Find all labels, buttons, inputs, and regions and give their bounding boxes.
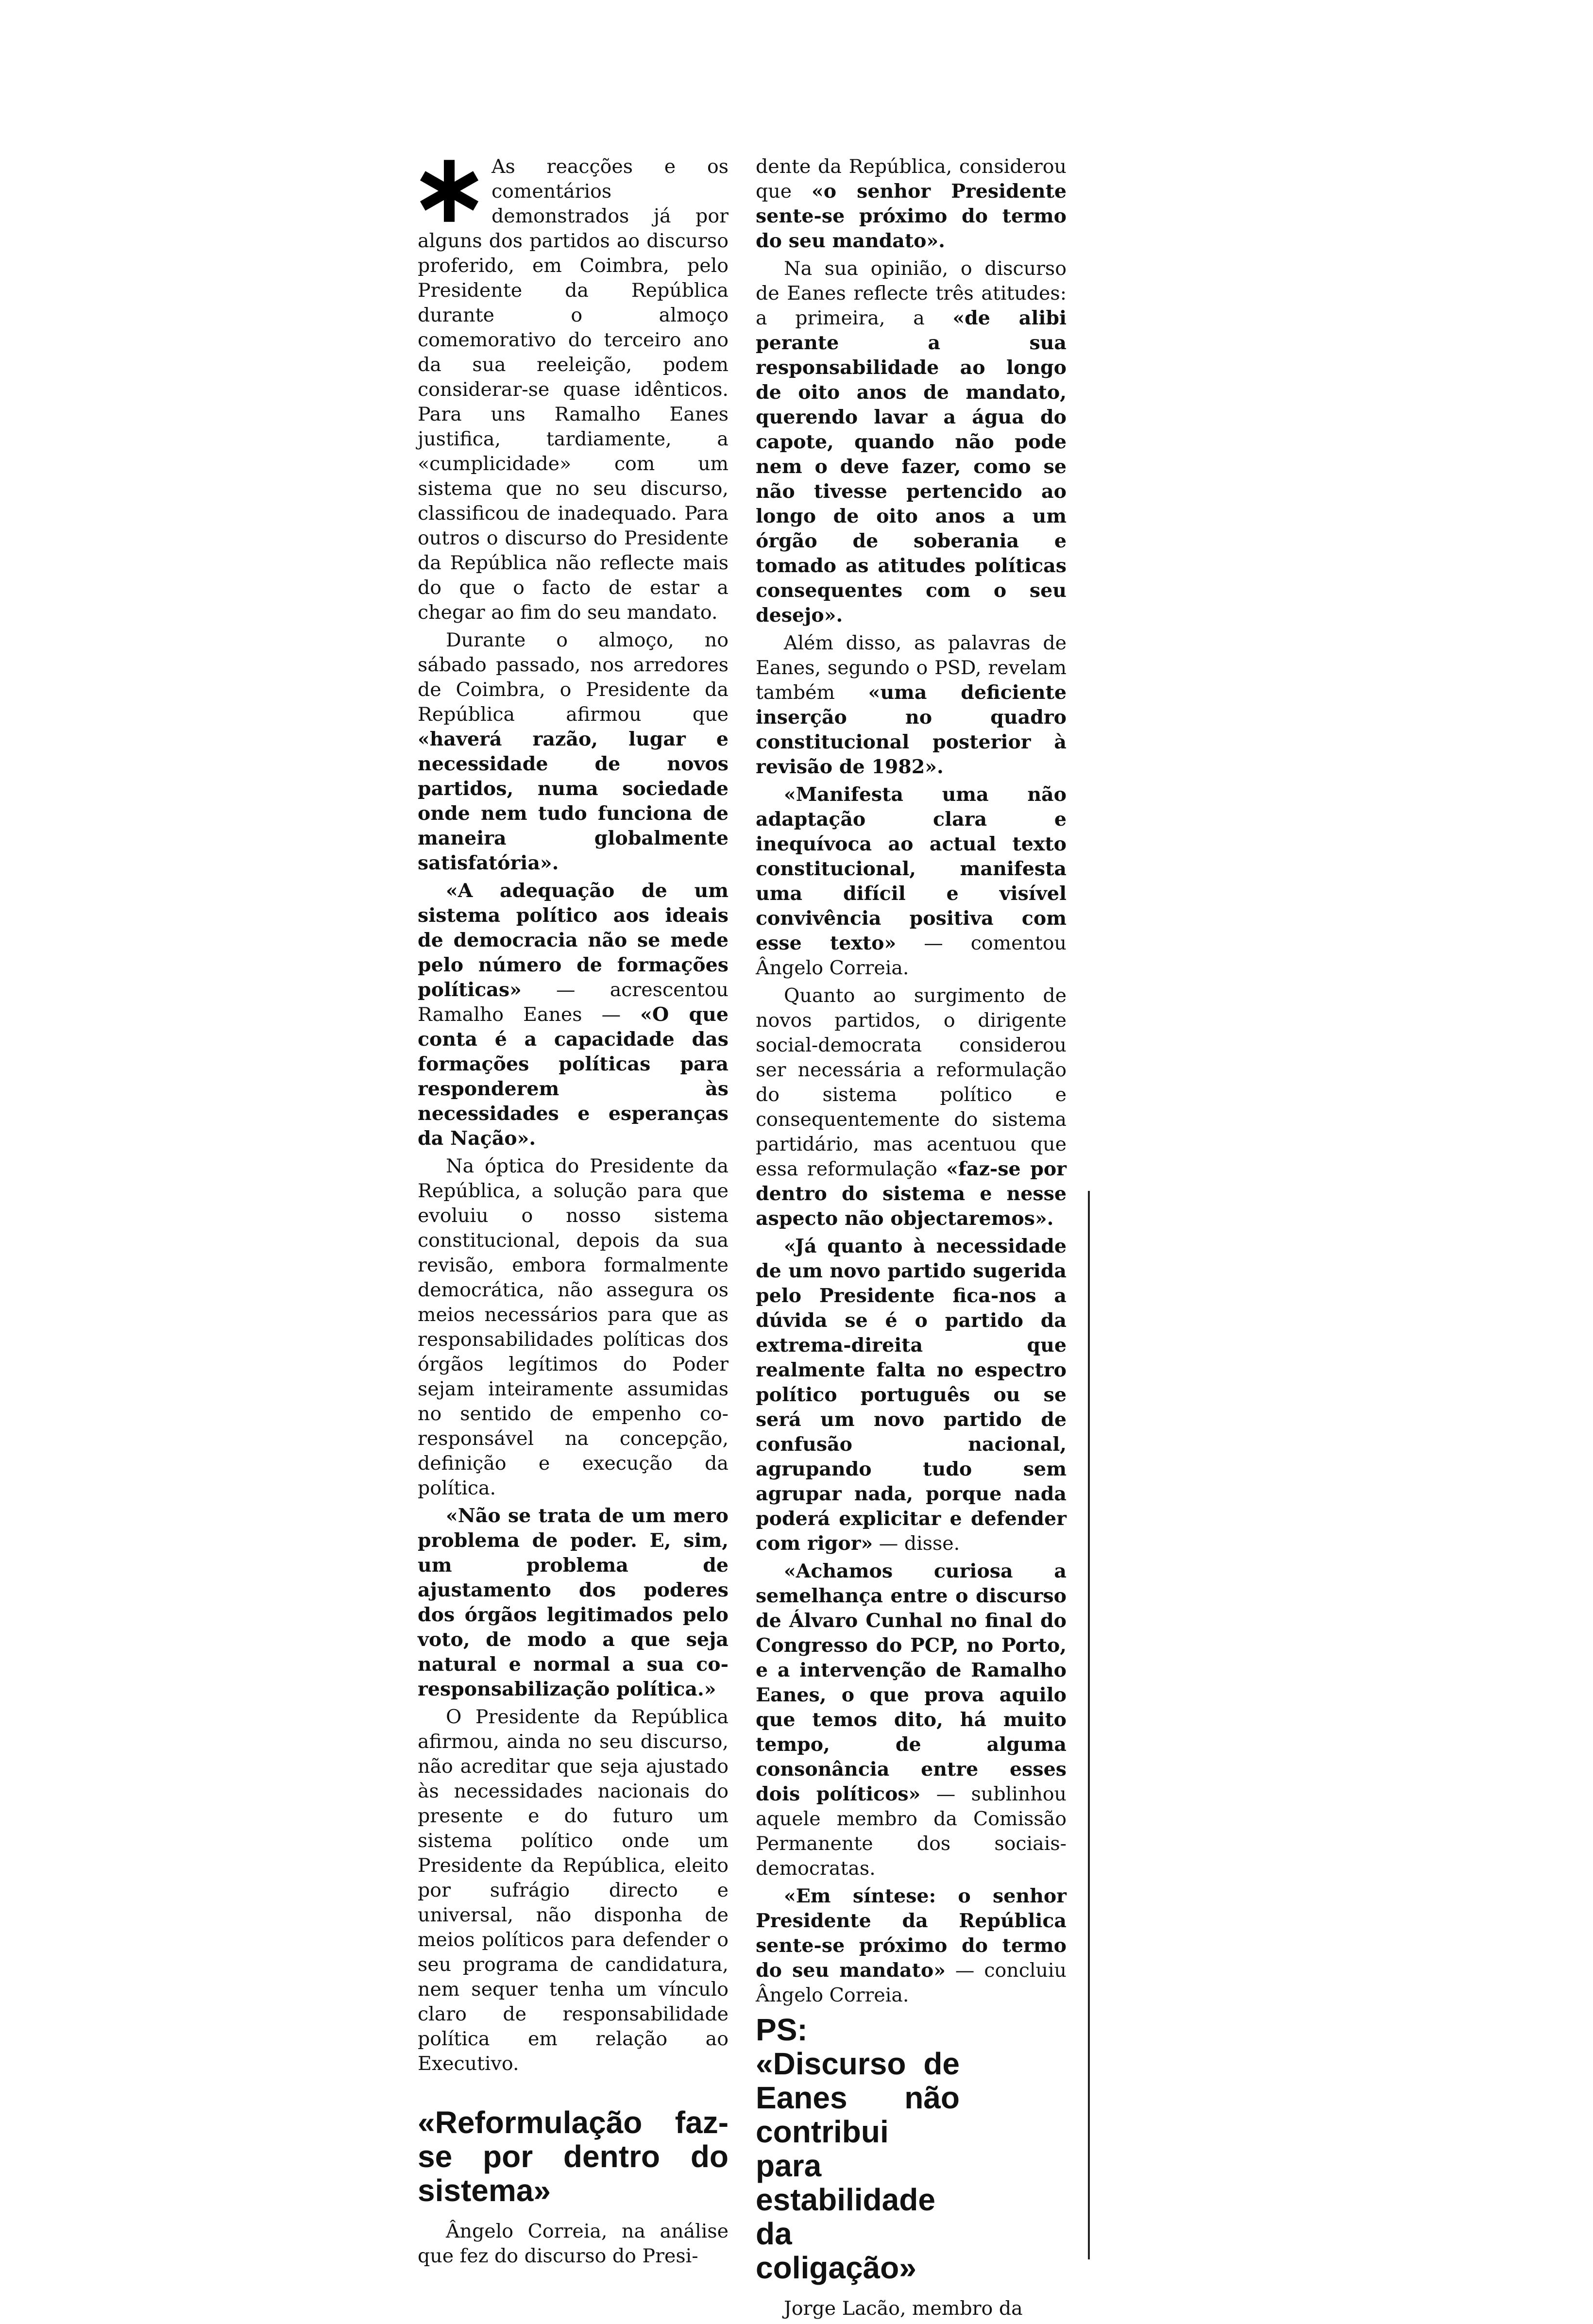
quote: «uma deficiente inserção no quadro constitucional posterior à revisão de 1982». xyxy=(756,681,1067,778)
article-column-right xyxy=(756,154,1067,2324)
paragraph: Ângelo Correia, na análise que fez do discurso do Presi- xyxy=(418,2220,729,2267)
paragraph xyxy=(756,1884,1067,2008)
paragraph: O Presidente da República afirmou, ainda no seu discurso, não acreditar que seja ajustado às necessidades nacionais do presente e do futuro um sistema político onde um Presidente da República, eleito por sufrágio directo e universal, não disponha de meios políticos para defender o seu programa de candidatura, nem sequer tenha um vínculo claro de responsabilidade política em relação ao Executivo. xyxy=(418,1706,729,2075)
quote: «de alibi perante a sua responsabilidade ao longo de oito anos de mandato, querendo lavar a água do capote, quando não pode nem o deve fazer, como se não tivesse pertencido ao longo de oito anos a um órgão de soberania e tomado as atitudes políticas consequentes com o seu desejo». xyxy=(756,307,1067,627)
quote: «O que conta é a capacidade das formações políticas para responderem às necessidades e esperanças da Nação». xyxy=(418,1003,729,1150)
paragraph xyxy=(418,879,729,1151)
quote: «Em síntese: o senhor Presidente da República sente-se próximo do termo do seu mandato» xyxy=(756,1885,1067,1982)
quote-paragraph: «Não se trata de um mero problema de poder. E, sim, um problema de ajustamento dos poderes dos órgãos legitimados pelo voto, de modo a que seja natural e normal a sua co-responsabilização política.» xyxy=(418,1505,729,1700)
text: Quanto ao surgimento de novos partidos, o dirigente social-democrata considerou ser necessária a reformulação do sistema político e consequentemente do sistema partidário, mas acentuou que essa reformulação xyxy=(756,984,1067,1180)
section-heading: PS: «Discurso de Eanes não contribui para estabilidade da coligação» xyxy=(756,2012,960,2285)
section-heading: «Reformulação faz-se por dentro do sistema» xyxy=(418,2105,729,2208)
asterisk-icon xyxy=(418,157,481,224)
quote: «A adequação de um sistema político aos ideais de democracia não se mede pelo número de formações políticas» xyxy=(418,880,729,1001)
quote: «haverá razão, lugar e necessidade de novos partidos, numa sociedade onde nem tudo funciona de maneira globalmente satisfatória». xyxy=(418,728,729,874)
paragraph: Jorge Lacão, membro da xyxy=(784,2297,1023,2320)
paragraph xyxy=(756,1234,1067,1556)
paragraph: Na óptica do Presidente da República, a solução para que evoluiu o nosso sistema constitucional, depois da sua revisão, embora formalmente democrática, não assegura os meios necessários para que as responsabilidades políticas dos órgãos legítimos do Poder sejam inteiramente assumidas no sentido de empenho co-responsável na concepção, definição e execução da política. xyxy=(418,1155,729,1499)
paragraph xyxy=(756,782,1067,981)
text: — concluiu Ângelo Correia. xyxy=(756,1959,1067,2006)
paragraph xyxy=(418,628,729,876)
text: Na sua opinião, o discurso de Eanes reflecte três atitudes: a primeira, a xyxy=(756,257,1067,329)
paragraph xyxy=(756,631,1067,780)
paragraph xyxy=(756,256,1067,628)
text: — sublinhou aquele membro da Comissão Permanente dos sociais-democratas. xyxy=(756,1783,1067,1880)
text: Durante o almoço, no sábado passado, nos arredores de Coimbra, o Presidente da República afirmou que xyxy=(418,629,729,726)
quote: «Já quanto à necessidade de um novo partido sugerida pelo Presidente fica-nos a dúvida se é o partido da extrema-direita que realmente falta no espectro político português ou se será um novo partido de confusão nacional, agrupando tudo sem agrupar nada, porque nada poderá explicitar e defender com rigor» xyxy=(756,1235,1067,1555)
article-column-left xyxy=(418,154,729,2272)
quote: «Manifesta uma não adaptação clara e inequívoca ao actual texto constitucional, manifesta uma difícil e visível convivência positiva com esse texto» xyxy=(756,783,1067,954)
quote: «faz-se por dentro do sistema e nesse aspecto não objectaremos». xyxy=(756,1158,1067,1230)
paragraph xyxy=(756,154,1067,254)
intro-paragraph: As reacções e os comentários demonstrados já por alguns dos partidos ao discurso proferido, em Coimbra, pelo Presidente da República durante o almoço comemorativo do terceiro ano da sua reeleição, podem considerar-se quase idênticos. Para uns Ramalho Eanes justifica, tardiamente, a «cumplicidade» com um sistema que no seu discurso, classificou de inadequado. Para outros o discurso do Presidente da República não reflecte mais do que o facto de estar a chegar ao fim do seu mandato. xyxy=(418,155,729,624)
paragraph xyxy=(756,984,1067,1231)
quote: «Achamos curiosa a semelhança entre o discurso de Álvaro Cunhal no final do Congresso do PCP, no Porto, e a intervenção de Ramalho Eanes, o que prova aquilo que temos dito, há muito tempo, de alguma consonância entre esses dois políticos» xyxy=(756,1560,1067,1805)
text: — acrescentou Ramalho Eanes — xyxy=(418,979,729,1026)
column-divider xyxy=(1088,1191,1090,2259)
paragraph xyxy=(756,1559,1067,1881)
text: dente da República, considerou que xyxy=(756,155,1067,203)
text: — comentou Ângelo Correia. xyxy=(756,932,1067,979)
text: Além disso, as palavras de Eanes, segundo o PSD, revelam também xyxy=(756,632,1067,704)
text: — disse. xyxy=(873,1532,960,1555)
quote: «o senhor Presidente sente-se próximo do termo do seu mandato». xyxy=(756,180,1067,252)
